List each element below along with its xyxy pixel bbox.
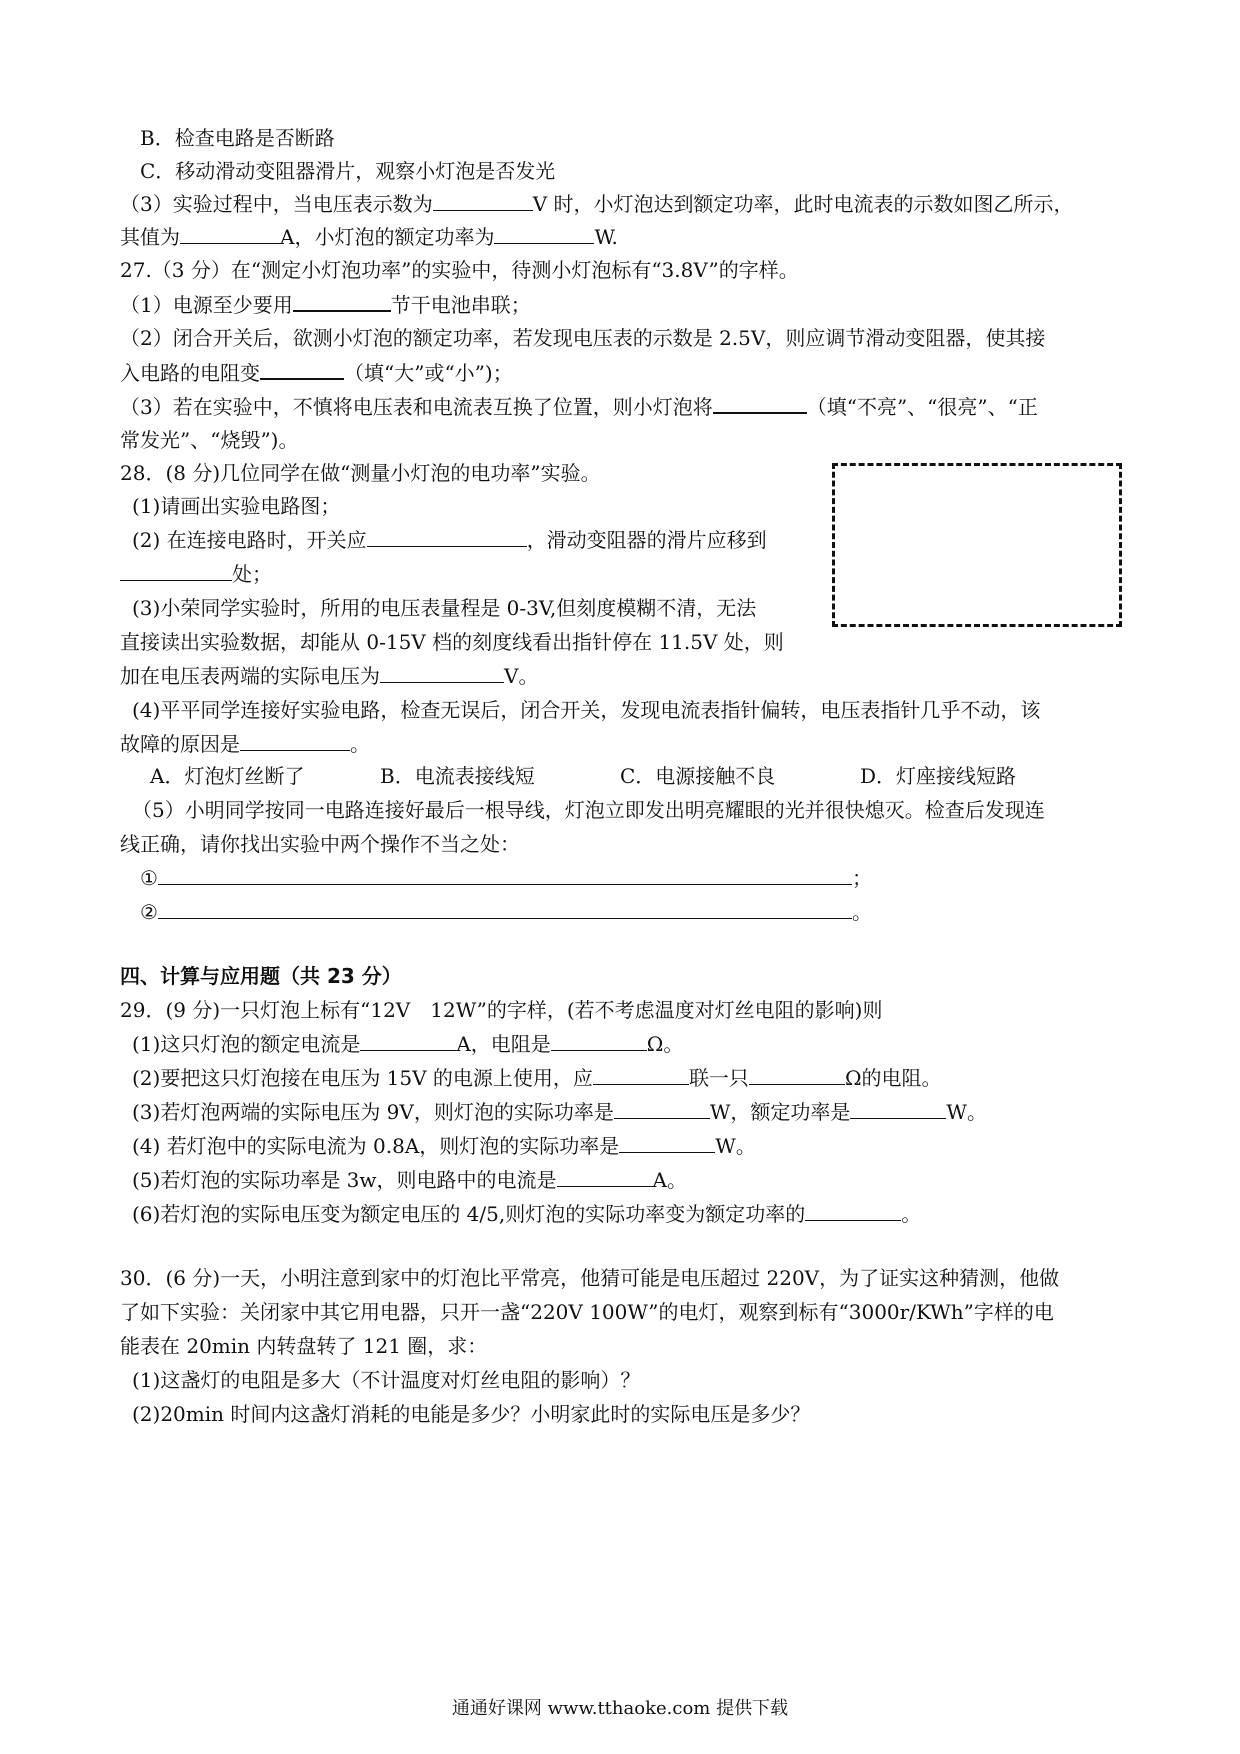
option-d: D．灯座接线短路 xyxy=(860,764,1017,788)
option-c: C．电源接触不良 xyxy=(620,764,776,788)
q30-title: 30．(6 分)一天，小明注意到家中的灯泡比平常亮，他猜可能是电压超过 220V，为了证实这种猜测，他做 xyxy=(120,1266,1060,1290)
q30-part1: (1)这盏灯的电阻是多大（不计温度对灯丝电阻的影响）？ xyxy=(132,1368,641,1392)
answer-blank xyxy=(749,1064,845,1085)
q29-part6: (6)若灯泡的实际电压变为额定电压的 4/5,则灯泡的实际功率变为额定功率的 。 xyxy=(132,1202,922,1226)
q27-title: 27.（3 分）在“测定小灯泡功率”的实验中，待测小灯泡标有“3.8V”的字样。 xyxy=(120,258,799,282)
answer-blank xyxy=(260,358,344,380)
q27-part2: （2）闭合开关后，欲测小灯泡的额定功率，若发现电压表的示数是 2.5V，则应调节滑动变阻器，使其接 xyxy=(120,326,1046,350)
q29-title: 29．(9 分)一只灯泡上标有“12V 12W”的字样，(若不考虑温度对灯丝电阻的影响)则 xyxy=(120,998,883,1022)
q27-part3: （3）若在实验中，不慎将电压表和电流表互换了位置，则小灯泡将 （填“不亮”、“很亮”、“正 xyxy=(120,392,1038,421)
q26-part3: （3）实验过程中，当电压表示数为 V 时，小灯泡达到额定功率，此时电流表的示数如图乙所示， xyxy=(120,192,1074,216)
answer-blank xyxy=(850,1098,946,1119)
answer-blank xyxy=(713,392,807,414)
answer-blank xyxy=(380,662,504,683)
answer-blank xyxy=(494,223,594,244)
q28-part5-cont: 线正确，请你找出实验中两个操作不当之处： xyxy=(120,832,520,856)
q28-part3: (3)小荣同学实验时，所用的电压表量程是 0-3V,但刻度模糊不清，无法 xyxy=(132,596,757,620)
q28-part4-cont: 故障的原因是 。 xyxy=(120,732,370,756)
q30-cont2: 能表在 20min 内转盘转了 121 圈，求： xyxy=(120,1334,488,1358)
circuit-diagram-box xyxy=(832,463,1122,627)
option-b: B．电流表接线短 xyxy=(380,764,535,788)
answer-blank xyxy=(805,1200,901,1221)
q28-options xyxy=(150,762,1016,790)
answer-blank xyxy=(614,1098,710,1119)
q28-answer-1: ① ； xyxy=(140,866,872,890)
answer-blank xyxy=(557,1166,653,1187)
q28-part1: (1)请画出实验电路图； xyxy=(132,494,341,518)
q29-part2: (2)要把这只灯泡接在电压为 15V 的电源上使用，应 联一只 Ω的电阻。 xyxy=(132,1066,942,1090)
q28-part3-cont: 直接读出实验数据，却能从 0-15V 档的刻度线看出指针停在 11.5V 处，则 xyxy=(120,630,784,654)
q28-part2: (2) 在连接电路时，开关应 ，滑动变阻器的滑片应移到 xyxy=(132,528,767,552)
answer-blank xyxy=(593,1064,689,1085)
q27-part1: （1）电源至少要用 节干电池串联； xyxy=(120,290,531,319)
answer-blank xyxy=(158,864,852,885)
q29-part3: (3)若灯泡两端的实际电压为 9V，则灯泡的实际功率是 W，额定功率是 W。 xyxy=(132,1100,987,1124)
q27-part3-cont: 常发光”、“烧毁”)。 xyxy=(120,428,299,452)
option-a: A．灯泡灯丝断了 xyxy=(150,764,305,788)
q28-part5: （5）小明同学按同一电路连接好最后一根导线，灯泡立即发出明亮耀眼的光并很快熄灭。检查后发现连 xyxy=(132,798,1045,822)
answer-blank xyxy=(367,526,527,547)
answer-blank xyxy=(158,898,852,919)
q28-part3-cont2: 加在电压表两端的实际电压为 V。 xyxy=(120,664,539,688)
answer-blank xyxy=(293,290,391,312)
answer-blank xyxy=(180,223,280,244)
answer-blank xyxy=(433,190,533,211)
answer-blank xyxy=(360,1030,456,1051)
q30-cont: 了如下实验：关闭家中其它用电器，只开一盏“220V 100W”的电灯，观察到标有“3000r/KWh”字样的电 xyxy=(120,1300,1054,1324)
q27-part2-cont: 入电路的电阻变 （填“大”或“小”)； xyxy=(120,358,513,387)
section-heading-4: 四、计算与应用题（共 23 分） xyxy=(120,964,402,988)
q28-title: 28．(8 分)几位同学在做“测量小灯泡的电功率”实验。 xyxy=(120,461,601,485)
answer-blank xyxy=(619,1132,715,1153)
q26-part3-cont: 其值为 A，小灯泡的额定功率为 W. xyxy=(120,225,618,249)
answer-blank xyxy=(551,1030,647,1051)
q26-option-c: C．移动滑动变阻器滑片，观察小灯泡是否发光 xyxy=(140,159,556,183)
q28-part2-cont: 处； xyxy=(120,560,272,588)
q26-option-b: B．检查电路是否断路 xyxy=(140,126,335,150)
q28-answer-2: ② 。 xyxy=(140,900,872,924)
answer-blank xyxy=(240,730,350,751)
q30-part2: (2)20min 时间内这盏灯消耗的电能是多少？小明家此时的实际电压是多少？ xyxy=(132,1402,811,1426)
q28-part4: (4)平平同学连接好实验电路，检查无误后，闭合开关，发现电流表指针偏转，电压表指针几乎不动，该 xyxy=(132,698,1041,722)
page-footer: 通通好课网 www.tthaoke.com 提供下载 xyxy=(451,1698,789,1719)
q29-part4: (4) 若灯泡中的实际电流为 0.8A，则灯泡的实际功率是 W。 xyxy=(132,1134,756,1158)
q29-part5: (5)若灯泡的实际功率是 3w，则电路中的电流是 A。 xyxy=(132,1168,687,1192)
q29-part1: (1)这只灯泡的额定电流是 A，电阻是 Ω。 xyxy=(132,1032,684,1056)
answer-blank xyxy=(120,560,232,581)
